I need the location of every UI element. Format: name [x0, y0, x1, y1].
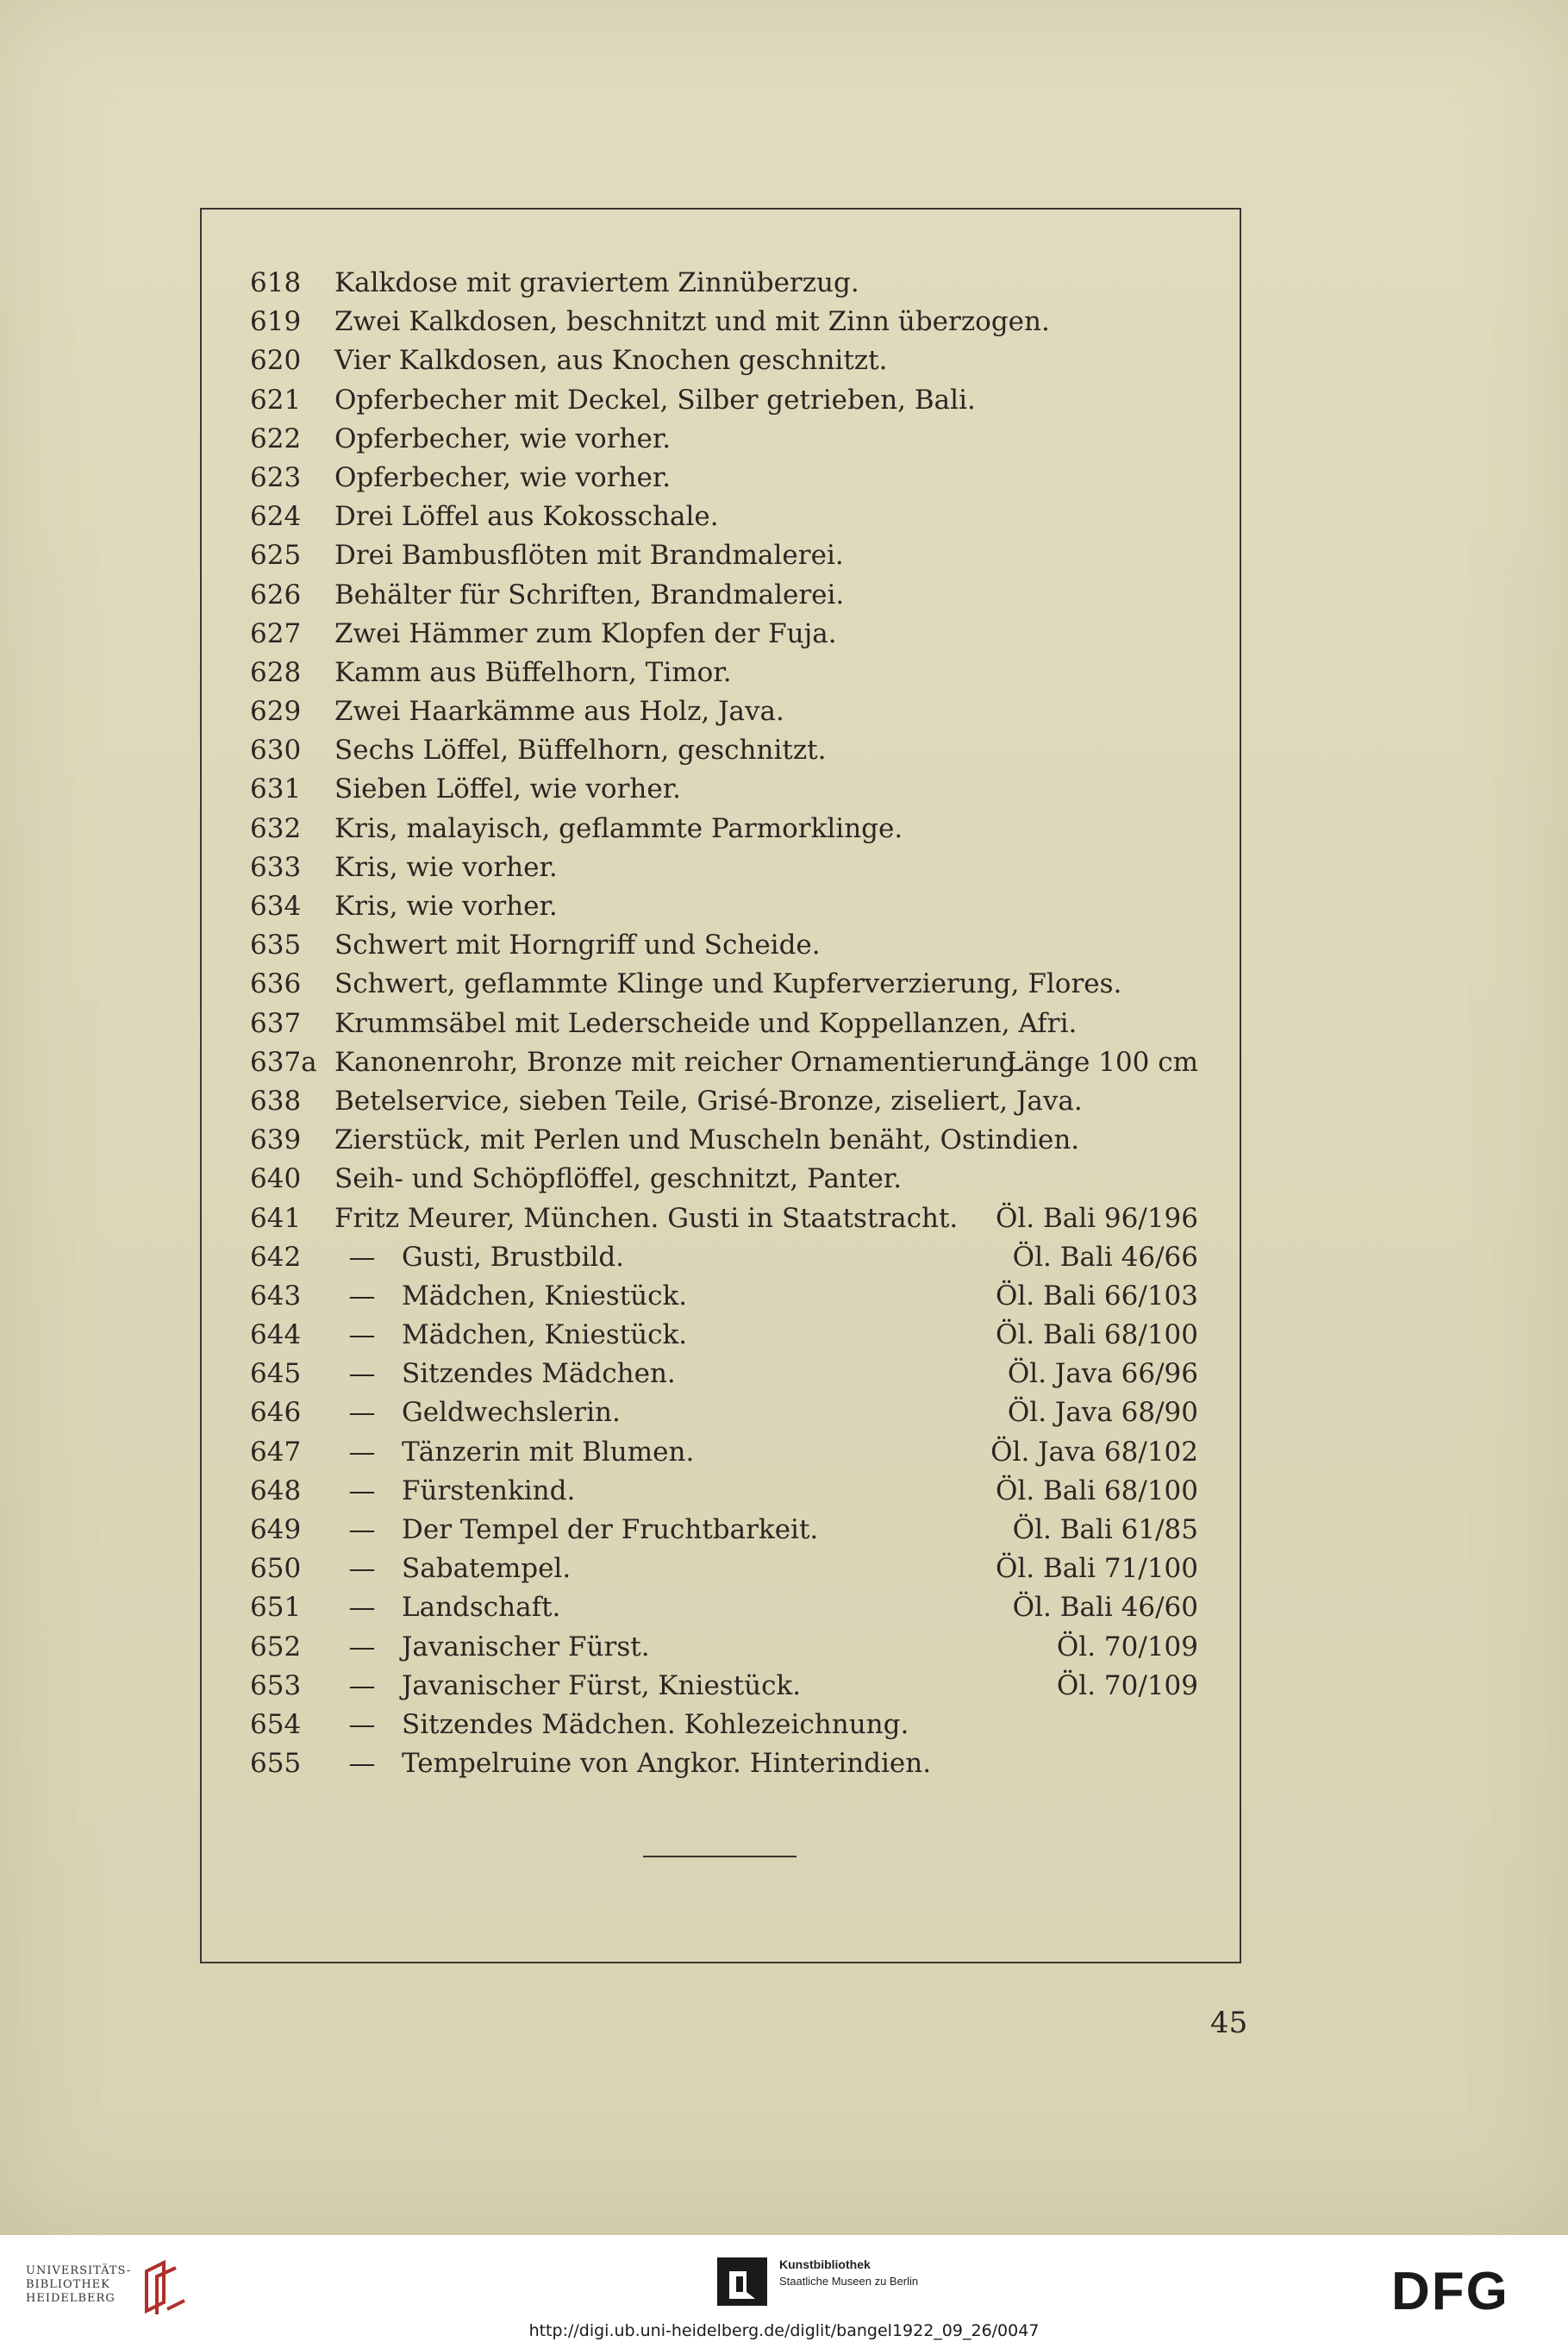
entry-description: Krummsäbel mit Lederscheide und Koppellanzen, Afri. — [334, 1007, 1078, 1039]
university-line: HEIDELBERG — [26, 2292, 116, 2305]
entry-description: Zwei Haarkämme aus Holz, Java. — [334, 696, 784, 728]
ditto-dash: — — [348, 1631, 376, 1662]
catalog-entry — [250, 926, 1198, 965]
entry-details: Öl. Java 66/96 — [1007, 1358, 1198, 1390]
entry-details: Öl. 70/109 — [1056, 1669, 1198, 1701]
entry-description: Kris, wie vorher. — [334, 891, 558, 922]
ditto-dash: — — [348, 1592, 376, 1624]
entry-description: Drei Bambusflöten mit Brandmalerei. — [334, 540, 844, 572]
ditto-dash: — — [348, 1241, 376, 1273]
entry-number: 619 — [250, 306, 302, 338]
ditto-dash: — — [348, 1669, 376, 1701]
entry-number: 627 — [250, 617, 302, 649]
catalog-entry — [250, 615, 1198, 654]
entry-description: Kris, wie vorher. — [334, 851, 558, 883]
entry-number: 631 — [250, 773, 302, 805]
kunstbibliothek-subtitle: Staatliche Museen zu Berlin — [779, 2275, 919, 2288]
entry-number: 649 — [250, 1514, 302, 1545]
catalog-entry — [250, 1238, 1198, 1277]
entry-number: 626 — [250, 579, 302, 610]
entry-number: 640 — [250, 1163, 302, 1195]
entry-description: Kanonenrohr, Bronze mit reicher Ornamentierung. — [334, 1046, 1025, 1078]
catalog-entry — [250, 459, 1198, 498]
entry-description: Zwei Hämmer zum Klopfen der Fuja. — [334, 617, 837, 649]
entry-number: 639 — [250, 1124, 302, 1156]
entry-number: 630 — [250, 735, 302, 767]
entry-number: 652 — [250, 1631, 302, 1662]
entry-number: 623 — [250, 461, 302, 493]
entry-description: Mädchen, Kniestück. — [402, 1280, 688, 1312]
entry-description: Betelservice, sieben Teile, Grisé-Bronze, ziseliert, Java. — [334, 1085, 1083, 1117]
entry-details: Öl. Bali 96/196 — [995, 1202, 1198, 1234]
entry-number: 645 — [250, 1358, 302, 1390]
entry-number: 643 — [250, 1280, 302, 1312]
catalog-entry — [250, 1160, 1198, 1199]
entry-details: Öl. Bali 68/100 — [995, 1475, 1198, 1506]
entry-number: 648 — [250, 1475, 302, 1506]
entry-description: Javanischer Fürst, Kniestück. — [402, 1669, 802, 1701]
catalog-list — [250, 264, 1198, 1783]
entry-description: Sieben Löffel, wie vorher. — [334, 773, 681, 805]
catalog-entry — [250, 1511, 1198, 1550]
entry-number: 625 — [250, 540, 302, 572]
catalog-entry — [250, 1043, 1198, 1082]
entry-number: 636 — [250, 968, 302, 1000]
catalog-entry — [250, 1005, 1198, 1043]
entry-description: Sechs Löffel, Büffelhorn, geschnitzt. — [334, 735, 827, 767]
entry-number: 644 — [250, 1319, 302, 1351]
entry-number: 653 — [250, 1669, 302, 1701]
university-library-logo[interactable] — [26, 2264, 131, 2306]
university-mark-icon — [138, 2259, 190, 2320]
ditto-dash: — — [348, 1319, 376, 1351]
entry-number: 646 — [250, 1397, 302, 1429]
catalog-entry — [250, 1355, 1198, 1393]
entry-number: 655 — [250, 1748, 302, 1780]
entry-number: 633 — [250, 851, 302, 883]
catalog-entry — [250, 1628, 1198, 1667]
entry-description: Javanischer Fürst. — [402, 1631, 650, 1662]
source-url-link[interactable]: http://digi.ub.uni-heidelberg.de/diglit/bangel1922_09_26/0047 — [528, 2321, 1040, 2340]
entry-description: Der Tempel der Fruchtbarkeit. — [402, 1514, 819, 1545]
entry-description: Schwert, geflammte Klinge und Kupferverzierung, Flores. — [334, 968, 1122, 1000]
catalog-entry — [250, 303, 1198, 341]
entry-details: Länge 100 cm — [1006, 1046, 1198, 1078]
entry-description: Fürstenkind. — [402, 1475, 576, 1506]
university-line: UNIVERSITÄTS- — [26, 2264, 132, 2277]
entry-number: 651 — [250, 1592, 302, 1624]
catalog-entry — [250, 1667, 1198, 1706]
entry-description: Fritz Meurer, München. Gusti in Staatstracht. — [334, 1202, 959, 1234]
catalog-entry — [250, 1550, 1198, 1588]
entry-details: Öl. Java 68/90 — [1007, 1397, 1198, 1429]
ditto-dash: — — [348, 1280, 376, 1312]
entry-number: 641 — [250, 1202, 302, 1234]
university-line: BIBLIOTHEK — [26, 2278, 110, 2291]
catalog-entry — [250, 965, 1198, 1004]
entry-number: 620 — [250, 345, 302, 377]
entry-description: Tänzerin mit Blumen. — [402, 1436, 695, 1468]
entry-description: Gusti, Brustbild. — [402, 1241, 625, 1273]
entry-number: 624 — [250, 501, 302, 533]
catalog-entry — [250, 1472, 1198, 1511]
entry-number: 637a — [250, 1046, 317, 1078]
entry-details: Öl. Bali 66/103 — [995, 1280, 1198, 1312]
page-number: 45 — [1210, 2006, 1248, 2040]
entry-description: Opferbecher, wie vorher. — [334, 461, 672, 493]
catalog-entry — [250, 1433, 1198, 1472]
catalog-entry — [250, 1588, 1198, 1627]
end-rule — [643, 1856, 796, 1857]
entry-description: Landschaft. — [402, 1592, 561, 1624]
entry-number: 642 — [250, 1241, 302, 1273]
catalog-entry — [250, 1121, 1198, 1160]
ditto-dash: — — [348, 1397, 376, 1429]
entry-number: 647 — [250, 1436, 302, 1468]
catalog-entry — [250, 420, 1198, 459]
entry-description: Kamm aus Büffelhorn, Timor. — [334, 656, 732, 688]
catalog-entry — [250, 887, 1198, 926]
catalog-entry — [250, 576, 1198, 615]
catalog-entry — [250, 1744, 1198, 1783]
entry-description: Seih- und Schöpflöffel, geschnitzt, Panter. — [334, 1163, 903, 1195]
entry-number: 628 — [250, 656, 302, 688]
ditto-dash: — — [348, 1748, 376, 1780]
kunstbibliothek-logo-icon[interactable] — [717, 2257, 767, 2306]
catalog-entry — [250, 1316, 1198, 1355]
catalog-entry — [250, 731, 1198, 770]
entry-description: Drei Löffel aus Kokosschale. — [334, 501, 719, 533]
entry-description: Opferbecher mit Deckel, Silber getrieben, Bali. — [334, 384, 976, 416]
entry-details: Öl. Bali 61/85 — [1012, 1514, 1198, 1545]
entry-description: Geldwechslerin. — [402, 1397, 621, 1429]
catalog-entry — [250, 692, 1198, 731]
catalog-entry — [250, 498, 1198, 536]
entry-details: Öl. Bali 71/100 — [995, 1553, 1198, 1585]
dfg-logo[interactable]: DFG — [1391, 2262, 1509, 2321]
entry-description: Zwei Kalkdosen, beschnitzt und mit Zinn überzogen. — [334, 306, 1050, 338]
catalog-entry — [250, 1706, 1198, 1744]
entry-number: 622 — [250, 423, 302, 454]
entry-number: 621 — [250, 384, 302, 416]
entry-number: 638 — [250, 1085, 302, 1117]
entry-number: 650 — [250, 1553, 302, 1585]
catalog-entry — [250, 1199, 1198, 1238]
entry-details: Öl. Bali 46/66 — [1012, 1241, 1198, 1273]
kunstbibliothek-title: Kunstbibliothek — [779, 2257, 871, 2271]
catalog-entry — [250, 1082, 1198, 1121]
entry-description: Mädchen, Kniestück. — [402, 1319, 688, 1351]
entry-description: Behälter für Schriften, Brandmalerei. — [334, 579, 845, 610]
entry-details: Öl. Bali 68/100 — [995, 1319, 1198, 1351]
catalog-entry — [250, 341, 1198, 380]
entry-description: Tempelruine von Angkor. Hinterindien. — [402, 1748, 932, 1780]
catalog-entry — [250, 770, 1198, 809]
entry-description: Zierstück, mit Perlen und Muscheln benäht, Ostindien. — [334, 1124, 1080, 1156]
entry-number: 632 — [250, 812, 302, 844]
entry-details: Öl. 70/109 — [1056, 1631, 1198, 1662]
catalog-entry — [250, 381, 1198, 420]
footer-bar — [0, 2235, 1568, 2348]
entry-number: 618 — [250, 267, 302, 298]
ditto-dash: — — [348, 1553, 376, 1585]
catalog-entry — [250, 810, 1198, 848]
entry-number: 634 — [250, 891, 302, 922]
catalog-entry — [250, 654, 1198, 692]
ditto-dash: — — [348, 1708, 376, 1740]
entry-description: Kris, malayisch, geflammte Parmorklinge. — [334, 812, 903, 844]
catalog-entry — [250, 536, 1198, 575]
catalog-entry — [250, 1277, 1198, 1316]
ditto-dash: — — [348, 1358, 376, 1390]
entry-description: Kalkdose mit graviertem Zinnüberzug. — [334, 267, 859, 298]
entry-details: Öl. Bali 46/60 — [1012, 1592, 1198, 1624]
catalog-entry — [250, 848, 1198, 887]
entry-description: Sitzendes Mädchen. — [402, 1358, 676, 1390]
entry-number: 637 — [250, 1007, 302, 1039]
ditto-dash: — — [348, 1475, 376, 1506]
entry-description: Sabatempel. — [402, 1553, 572, 1585]
catalog-entry — [250, 264, 1198, 303]
kunstbibliothek-text — [779, 2256, 918, 2290]
ditto-dash: — — [348, 1514, 376, 1545]
entry-number: 635 — [250, 930, 302, 961]
entry-description: Schwert mit Horngriff und Scheide. — [334, 930, 821, 961]
catalog-entry — [250, 1393, 1198, 1432]
entry-description: Sitzendes Mädchen. Kohlezeichnung. — [402, 1708, 909, 1740]
entry-description: Vier Kalkdosen, aus Knochen geschnitzt. — [334, 345, 888, 377]
entry-number: 654 — [250, 1708, 302, 1740]
ditto-dash: — — [348, 1436, 376, 1468]
entry-description: Opferbecher, wie vorher. — [334, 423, 672, 454]
entry-details: Öl. Java 68/102 — [990, 1436, 1198, 1468]
entry-number: 629 — [250, 696, 302, 728]
